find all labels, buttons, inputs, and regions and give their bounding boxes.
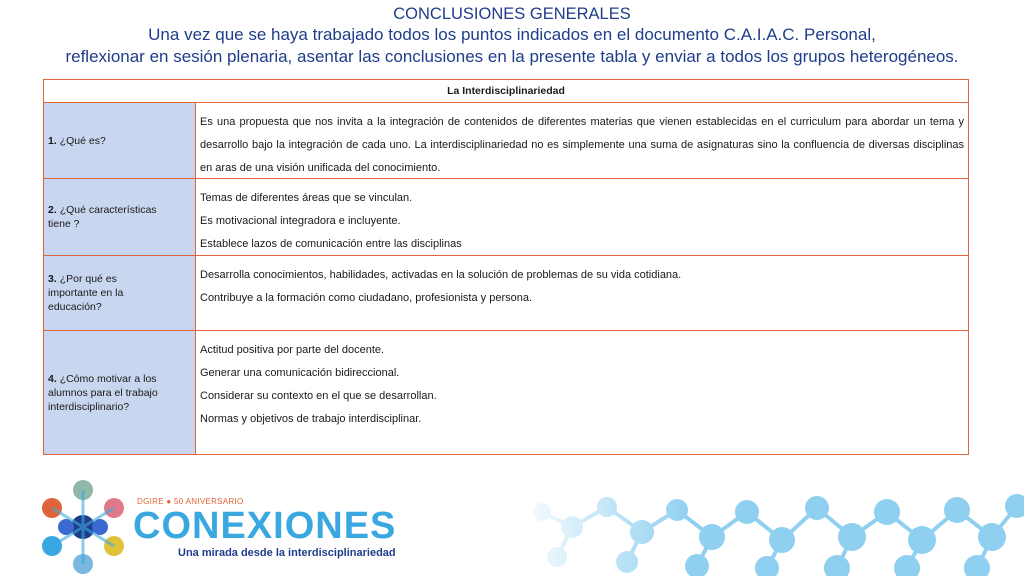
answer-text: Generar una comunicación bidireccional.: [200, 367, 400, 379]
question-number: 1.: [48, 134, 57, 147]
instruction-line-2: reflexionar en sesión plenaria, asentar las conclusiones en la presente tabla y enviar a todos los grupos heterogéneos.: [65, 47, 959, 66]
answer-text: Normas y objetivos de trabajo interdisciplinar.: [200, 413, 422, 425]
question-text: ¿Cómo motivar a los alumnos para el trabajo interdisciplinario?: [48, 372, 158, 413]
question-number: 3.: [48, 273, 57, 285]
slide-header: [0, 4, 1024, 68]
answer-cell: [196, 179, 968, 255]
slide-title: CONCLUSIONES GENERALES: [393, 5, 631, 23]
question-text: ¿Qué es?: [59, 134, 106, 147]
question-number: 4.: [48, 372, 57, 385]
answer-text: Contribuye a la formación como ciudadano, profesionista y persona.: [200, 292, 533, 304]
conexiones-logo-icon: [36, 478, 130, 576]
answer-text: Considerar su contexto en el que se desarrollan.: [200, 390, 437, 402]
answer-text: Establece lazos de comunicación entre las disciplinas: [200, 238, 462, 250]
table-row: [44, 331, 968, 454]
answer-text: Desarrolla conocimientos, habilidades, activadas en la solución de problemas de su vida cotidiana.: [200, 269, 682, 281]
answer-text: Actitud positiva por parte del docente.: [200, 344, 385, 356]
question-cell: [44, 103, 196, 178]
answer-text: Es una propuesta que nos invita a la integración de contenidos de diferentes materias que vienen establecidas en el curriculum para abordar un tema y desarrollo bajo la integración de cada uno. La interdisciplinariedad no es simplemente una suma de asignaturas sino la confluencia de diversas disciplinas en aras de una visión unificada del conocimiento.: [200, 116, 964, 174]
brand-subtitle: Una mirada desde la interdisciplinariedad: [178, 547, 396, 559]
table-heading: La Interdisciplinariedad: [44, 80, 968, 103]
instruction-line-1: Una vez que se haya trabajado todos los puntos indicados en el documento C.A.I.A.C. Personal,: [148, 25, 876, 44]
answer-cell: [196, 103, 968, 178]
answer-cell: [196, 331, 968, 454]
brand-name: CONEXIONES: [133, 505, 397, 547]
question-text: ¿Por qué es importante en la educación?: [48, 273, 124, 313]
question-number: 2.: [48, 204, 57, 216]
question-cell: [44, 256, 196, 330]
question-text: ¿Qué características tiene ?: [48, 204, 157, 230]
question-cell: [44, 179, 196, 255]
table-row: [44, 256, 968, 331]
answer-text: Es motivacional integradora e incluyente.: [200, 215, 401, 227]
decorative-pattern: [512, 482, 1024, 576]
question-cell: [44, 331, 196, 454]
brand-tagline: DGIRE ● 50 ANIVERSARIO: [137, 497, 244, 506]
answer-text: Temas de diferentes áreas que se vinculan.: [200, 192, 413, 204]
answer-cell: [196, 256, 968, 330]
conclusions-table: [43, 79, 969, 455]
table-row: [44, 179, 968, 256]
table-row: [44, 103, 968, 179]
